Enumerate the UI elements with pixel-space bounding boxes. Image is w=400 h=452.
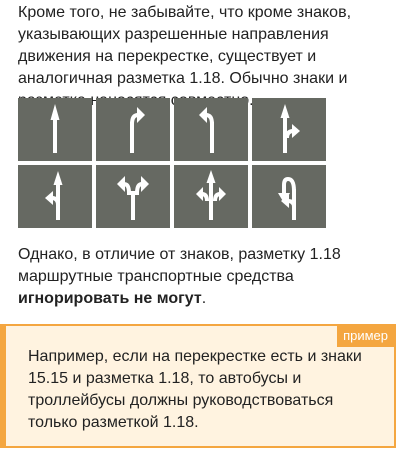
straight-or-left-arrow-icon — [18, 165, 92, 228]
lane-marking-tile — [18, 165, 92, 228]
lane-marking-tile — [174, 98, 248, 161]
left-or-right-arrow-icon — [96, 165, 170, 228]
lane-marking-tile — [174, 165, 248, 228]
lane-markings-grid — [18, 98, 326, 232]
lane-marking-tile — [96, 98, 170, 161]
lane-marking-tile — [18, 98, 92, 161]
lane-marking-tile — [252, 98, 326, 161]
note-end: . — [201, 290, 207, 307]
left-turn-arrow-icon — [174, 98, 248, 161]
lane-marking-tile — [96, 165, 170, 228]
right-turn-arrow-icon — [96, 98, 170, 161]
note-text: Однако, в отличие от знаков, разметку 1.18 маршрутные транспортные средства — [18, 246, 341, 285]
note-emphasis: игнорировать не могут — [18, 290, 202, 307]
example-badge: пример — [337, 326, 394, 347]
intro-paragraph: Кроме того, не забывайте, что кроме знаков, указывающих разрешенные направления движения на перекрестке, существует и аналогичная разметка 1.18. Обычно знаки и — [18, 4, 352, 87]
example-text: Например, если на перекрестке есть и знаки 15.15 и разметка 1.18, то автобусы и троллейбусы должны руководствоваться только разметкой 1.18. — [28, 348, 362, 431]
straight-arrow-icon — [18, 98, 92, 161]
straight-left-or-right-arrow-icon — [174, 165, 248, 228]
u-turn-or-left-arrow-icon — [252, 165, 326, 228]
note-paragraph — [18, 244, 388, 310]
example-callout — [0, 324, 396, 448]
lane-marking-tile — [252, 165, 326, 228]
straight-or-right-arrow-icon — [252, 98, 326, 161]
